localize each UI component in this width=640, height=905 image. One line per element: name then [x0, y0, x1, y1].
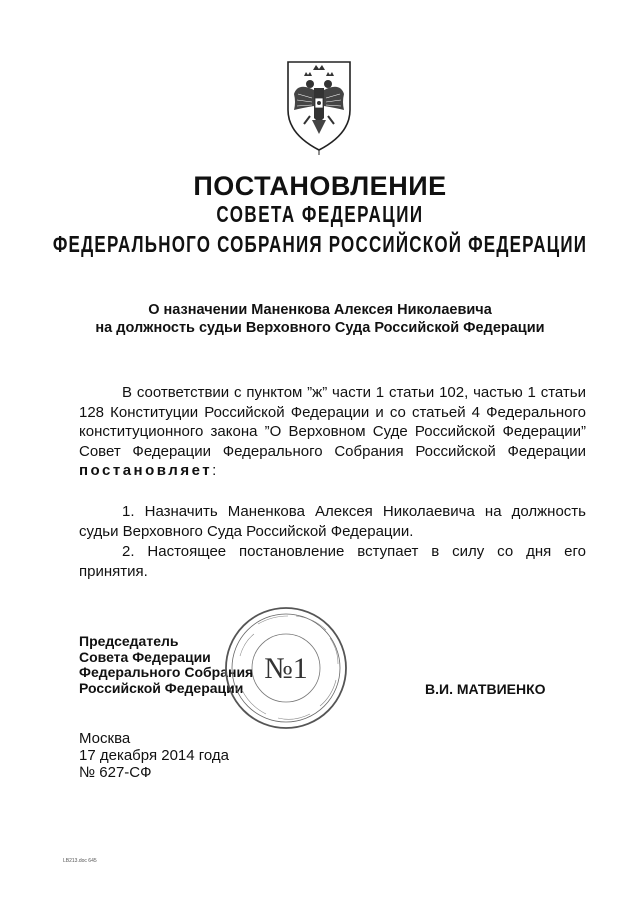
- signer-name: В.И. МАТВИЕНКО: [425, 681, 546, 697]
- resolution-item-2: 2. Настоящее постановление вступает в силу со дня его принятия.: [79, 543, 586, 580]
- subject-line-1: О назначении Маненкова Алексея Николаевича: [148, 302, 492, 318]
- decree-word: постановляет: [79, 462, 213, 479]
- footer-file-code: LB213.doc 645: [63, 858, 97, 864]
- preamble-text: В соответствии с пунктом ”ж” части 1 статьи 102, частью 1 статьи 128 Конституции Российской Федерации и со статьей 4 Федерального конституционного закона ”О Верховном Суде Российской Федерации” Совет Федерации Федерального Собрания Российской Федерации: [79, 384, 586, 460]
- coat-of-arms-icon: [284, 58, 354, 156]
- preamble-paragraph: [79, 383, 586, 481]
- issue-city: Москва: [79, 730, 131, 747]
- issue-number: № 627-СФ: [79, 764, 152, 781]
- resolution-item-1: 1. Назначить Маненкова Алексея Николаевича на должность судьи Верховного Суда Российской Федерации.: [79, 503, 586, 540]
- round-seal-icon: [222, 604, 350, 732]
- signer-position-line: Совета Федерации: [79, 648, 211, 665]
- subject-line-2: на должность судьи Верховного Суда Российской Федерации: [95, 320, 545, 336]
- signer-position-line: Федерального Собрания: [79, 664, 254, 680]
- signer-position-line: Российской Федерации: [79, 679, 244, 696]
- issuer-line-1: СОВЕТА ФЕДЕРАЦИИ: [216, 201, 424, 228]
- issuer-line-2: ФЕДЕРАЛЬНОГО СОБРАНИЯ РОССИЙСКОЙ ФЕДЕРАЦИИ: [52, 231, 588, 258]
- stamp-number: №1: [264, 652, 308, 685]
- signer-position-line: Председатель: [79, 633, 179, 649]
- issue-info: [79, 730, 229, 781]
- issue-date: 17 декабря 2014 года: [79, 747, 230, 764]
- document-title: ПОСТАНОВЛЕНИЕ: [193, 171, 447, 201]
- decree-colon: :: [212, 462, 217, 479]
